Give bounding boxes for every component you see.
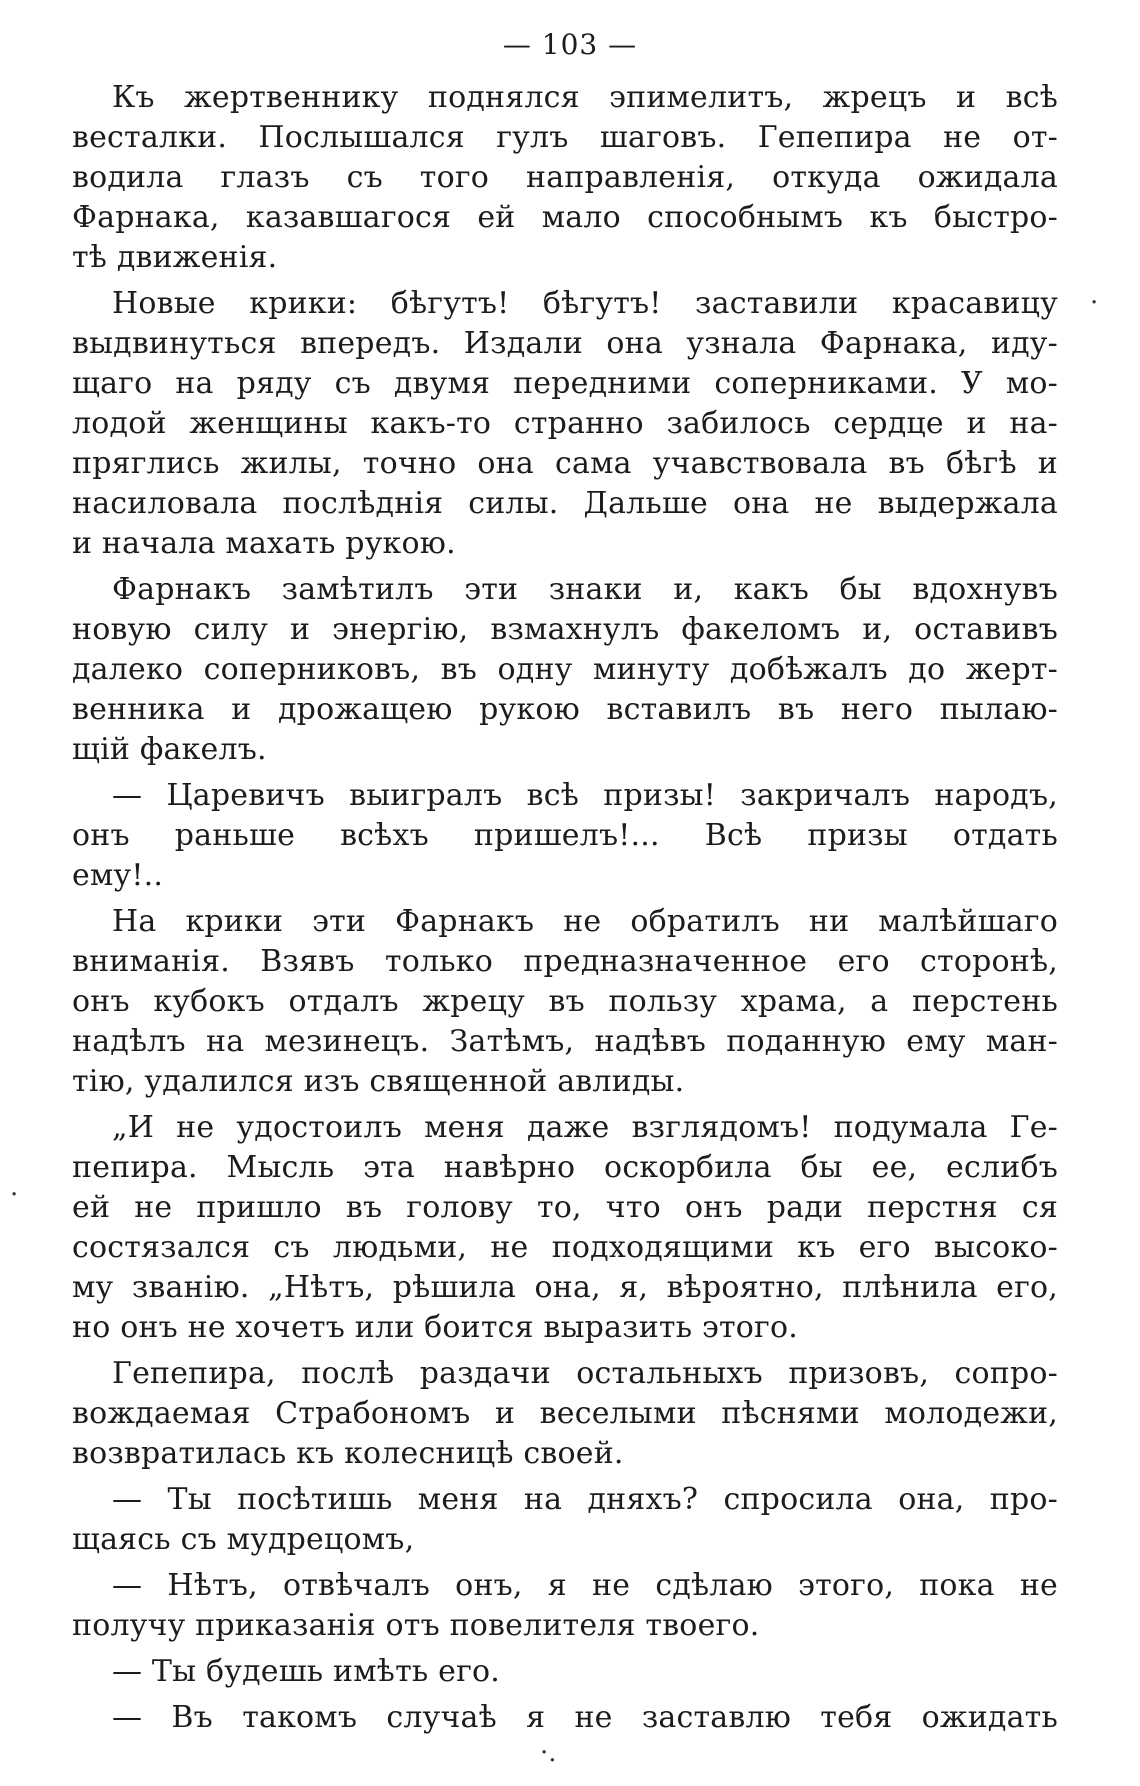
text-line: „И не удостоилъ меня даже взглядомъ! подумала Ге- — [112, 1110, 1058, 1145]
text-line: но онъ не хочетъ или боится выразить этого. — [72, 1310, 798, 1345]
paragraph — [72, 1354, 1058, 1474]
text-body — [72, 78, 1058, 1744]
paragraph — [72, 902, 1058, 1102]
text-line: далеко соперниковъ, въ одну минуту добѣжалъ до жерт- — [72, 652, 1058, 687]
text-line: Фарнакъ замѣтилъ эти знаки и, какъ бы вдохнувъ — [112, 572, 1058, 607]
text-line: Къ жертвеннику поднялся эпимелитъ, жрецъ и всѣ — [112, 80, 1058, 115]
paragraph — [72, 776, 1058, 896]
paragraph — [72, 1108, 1058, 1348]
text-line: пряглись жилы, точно она сама учавствовала въ бѣгѣ и — [72, 446, 1058, 481]
text-line: му званію. „Нѣтъ, рѣшила она, я, вѣроятно, плѣнила его, — [72, 1270, 1058, 1305]
text-line: щаго на ряду съ двумя передними соперниками. У мо- — [72, 366, 1058, 401]
text-line: насиловала послѣднія силы. Дальше она не выдержала — [72, 486, 1058, 521]
text-line: получу приказанія отъ повелителя твоего. — [72, 1608, 760, 1643]
text-line: онъ раньше всѣхъ пришелъ!... Всѣ призы отдать — [72, 818, 1058, 853]
page-number: — 103 — — [502, 28, 638, 61]
text-line: вниманія. Взявъ только предназначенное его сторонѣ, — [72, 944, 1058, 979]
text-line: новую силу и энергію, взмахнулъ факеломъ и, оставивъ — [72, 612, 1058, 647]
text-line: тію, удалился изъ священной авлиды. — [72, 1064, 685, 1099]
paragraph — [72, 78, 1058, 278]
text-line: — Въ такомъ случаѣ я не заставлю тебя ожидать — [112, 1700, 1058, 1735]
text-line: Фарнака, казавшагося ей мало способнымъ къ быстро- — [72, 200, 1058, 235]
text-line: состязался съ людьми, не подходящими къ его высоко- — [72, 1230, 1058, 1265]
text-line: вождаемая Страбономъ и веселыми пѣснями молодежи, — [72, 1396, 1058, 1431]
text-line: — Ты посѣтишь меня на дняхъ? спросила она, про- — [112, 1482, 1058, 1517]
text-line: лодой женщины какъ-то странно забилось сердце и на- — [72, 406, 1058, 441]
text-line: ей не пришло въ голову то, что онъ ради перстня ся — [72, 1190, 1058, 1225]
paragraph — [72, 1566, 1058, 1646]
text-line: водила глазъ съ того направленія, откуда ожидала — [72, 160, 1058, 195]
text-line: Новые крики: бѣгутъ! бѣгутъ! заставили красавицу — [112, 286, 1058, 321]
text-line: Гепепира, послѣ раздачи остальныхъ призовъ, сопро- — [112, 1356, 1058, 1391]
text-line: щій факелъ. — [72, 732, 267, 767]
text-line: На крики эти Фарнакъ не обратилъ ни малѣйшаго — [112, 904, 1058, 939]
print-speck: · — [10, 1180, 19, 1210]
text-line: ему!.. — [72, 858, 164, 893]
paragraph — [72, 1698, 1058, 1738]
text-line: весталки. Послышался гулъ шаговъ. Гепепира не от- — [72, 120, 1058, 155]
text-line: — Ты будешь имѣть его. — [112, 1654, 501, 1689]
print-speck: ·. — [540, 1738, 557, 1768]
paragraph — [72, 1652, 1058, 1692]
text-line: надѣлъ на мезинецъ. Затѣмъ, надѣвъ поданную ему ман- — [72, 1024, 1058, 1059]
text-line: возвратилась къ колесницѣ своей. — [72, 1436, 624, 1471]
text-line: венника и дрожащею рукою вставилъ въ него пылаю- — [72, 692, 1058, 727]
paragraph — [72, 1480, 1058, 1560]
text-line: щаясь съ мудрецомъ, — [72, 1522, 415, 1557]
print-speck: · — [1090, 288, 1099, 318]
paragraph — [72, 284, 1058, 564]
text-line: — Нѣтъ, отвѣчалъ онъ, я не сдѣлаю этого, пока не — [112, 1568, 1058, 1603]
paragraph — [72, 570, 1058, 770]
text-line: и начала махать рукою. — [72, 526, 456, 561]
text-line: пепира. Мысль эта навѣрно оскорбила бы ее, еслибъ — [72, 1150, 1058, 1185]
text-line: — Царевичъ выигралъ всѣ призы! закричалъ народъ, — [112, 778, 1058, 813]
text-line: тѣ движенія. — [72, 240, 278, 275]
text-line: онъ кубокъ отдалъ жрецу въ пользу храма, а перстень — [72, 984, 1058, 1019]
text-line: выдвинуться впередъ. Издали она узнала Фарнака, иду- — [72, 326, 1058, 361]
